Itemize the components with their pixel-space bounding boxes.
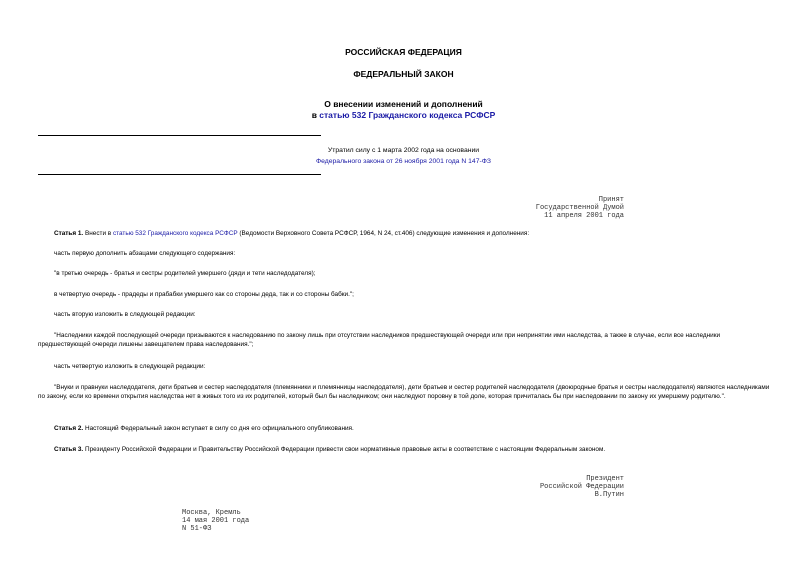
paragraph-5: "Наследники каждой последующей очереди призываются к наследованию по закону лишь при отсутствии наследников предшествующей очереди или при непринятии ими наследства, а также в случае, если все наследники предшествующей очереди лишены завещателем права наследования."; xyxy=(38,332,721,348)
article-2-text: Настоящий Федеральный закон вступает в силу со дня его официального опубликования. xyxy=(83,425,354,432)
adopted-line3: 11 апреля 2001 года xyxy=(544,212,624,220)
place-line2: 14 мая 2001 года xyxy=(182,517,250,525)
article-1-text-a: Внести в xyxy=(83,230,113,237)
paragraph-4: часть вторую изложить в следующей редакции: xyxy=(54,311,196,318)
doc-title-line1: О внесении изменений и дополнений xyxy=(324,99,483,109)
doc-title-line2 xyxy=(0,110,807,120)
article-1 xyxy=(38,229,786,238)
divider-top xyxy=(38,135,321,136)
article-3 xyxy=(38,445,786,454)
adopted-line2: Государственной Думой xyxy=(535,204,624,212)
article-3-text: Президенту Российской Федерации и Правительству Российской Федерации привести свои нормативные правовые акты в соответствие с настоящим Федеральным законом. xyxy=(83,446,606,453)
signature-line1: Президент xyxy=(586,475,624,483)
article-2 xyxy=(38,424,786,433)
article-3-label: Статья 3. xyxy=(54,446,84,453)
signature-line3: В.Путин xyxy=(594,491,624,499)
title-prefix: в xyxy=(311,110,320,120)
validity-link[interactable]: Федерального закона от 26 ноября 2001 года N 147-ФЗ xyxy=(315,158,492,165)
article-1-label: Статья 1. xyxy=(54,230,84,237)
paragraph-7: "Внуки и правнуки наследодателя, дети братьев и сестер наследодателя (племянники и племянницы наследодателя), дети братьев и сестер родителей наследодателя (двоюродные братья и сестры наследодателя) являются наследниками по закону, если ко времени открытия наследства нет в живых того из их родителей, который был бы наследником; они наследуют поровну в той доле, которая причиталась бы при наследовании по закону их умершему родителю.". xyxy=(38,384,770,400)
adopted-block xyxy=(536,196,624,220)
paragraph-2: "в третью очередь - братья и сестры родителей умершего (дяди и тети наследодателя); xyxy=(54,270,316,277)
country-heading: РОССИЙСКАЯ ФЕДЕРАЦИЯ xyxy=(345,47,462,57)
signature-block xyxy=(540,475,624,499)
title-link[interactable]: статью 532 Гражданского кодекса РСФСР xyxy=(319,110,496,120)
place-line1: Москва, Кремль xyxy=(182,509,241,517)
article-1-link[interactable]: статью 532 Гражданского кодекса РСФСР xyxy=(112,230,238,237)
article-2-label: Статья 2. xyxy=(54,425,84,432)
paragraph-6: часть четвертую изложить в следующей редакции: xyxy=(54,363,206,370)
signature-line2: Российской Федерации xyxy=(539,483,624,491)
paragraph-1: часть первую дополнить абзацами следующего содержания: xyxy=(54,250,236,257)
validity-text: Утратил силу с 1 марта 2002 года на основании xyxy=(327,147,480,154)
place-line3: N 51-ФЗ xyxy=(182,525,212,533)
paragraph-3: в четвертую очередь - прадеды и прабабки умершего как со стороны деда, так и со стороны бабки."; xyxy=(54,291,354,298)
divider-bottom xyxy=(38,174,321,175)
doc-type-heading: ФЕДЕРАЛЬНЫЙ ЗАКОН xyxy=(353,69,454,79)
adopted-line1: Принят xyxy=(598,196,624,204)
place-block xyxy=(182,509,249,533)
article-1-text-b: (Ведомости Верховного Совета РСФСР, 1964, N 24, ст.406) следующие изменения и дополнения: xyxy=(237,230,530,237)
